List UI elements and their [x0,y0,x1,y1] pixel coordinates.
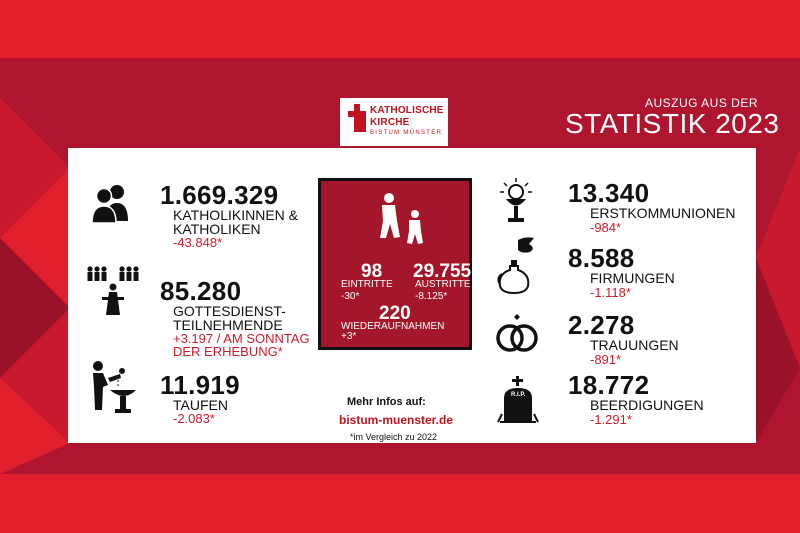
exits-change: -8.125* [415,291,448,302]
grave-icon [496,376,540,426]
header-title: STATISTIK 2023 [565,108,780,139]
confirmations-label: FIRMUNGEN [590,270,675,286]
readmissions-label: WIEDERAUFNAHMEN [341,321,445,332]
grave-inscription: R.I.P. [511,392,526,398]
funerals-number: 18.772 [568,370,650,400]
catholics-change: -43.848* [173,235,223,250]
more-info-heading: Mehr Infos auf: [347,396,426,408]
baptisms-label: TAUFEN [173,397,228,413]
exits-label: AUSTRITTE [415,279,471,290]
dove-oil-icon [496,236,538,294]
readmissions-change: +3* [341,331,357,342]
footnote: *im Vergleich zu 2022 [350,432,438,442]
attendance-label-2: TEILNEHMENDE [173,317,283,333]
top-band [0,0,800,58]
logo [340,98,448,146]
cross-icon [348,104,366,132]
entries-change: -30* [341,291,360,302]
funerals-change: -1.291* [590,412,632,427]
people-icon [90,183,134,223]
confirmations-change: -1.118* [590,285,631,300]
website-link[interactable]: bistum-muenster.de [339,413,454,427]
bottom-band [0,474,800,533]
confirmations-number: 8.588 [568,243,635,273]
weddings-number: 2.278 [568,310,635,340]
catholics-number: 1.669.329 [160,180,279,210]
catholics-label-1: KATHOLIKINNEN & [173,207,298,223]
entries-label: EINTRITTE [341,279,393,290]
baptism-icon [88,360,138,415]
rings-icon [494,312,540,356]
communions-label: ERSTKOMMUNIONEN [590,205,736,221]
attendance-change-2: DER ERHEBUNG* [173,344,283,359]
weddings-label: TRAUUNGEN [590,337,679,353]
communions-change: -984* [590,220,622,235]
logo-line-2: KIRCHE [370,117,410,128]
entries-number: 98 [361,261,383,282]
logo-line-3: BISTUM MÜNSTER [370,130,443,136]
exits-number: 29.755 [413,261,472,282]
header-subtitle: AUSZUG AUS DER [645,96,759,110]
funerals-label: BEERDIGUNGEN [590,397,704,413]
baptisms-number: 11.919 [160,370,240,400]
communions-number: 13.340 [568,178,650,208]
readmissions-number: 220 [379,303,411,324]
baptisms-change: -2.083* [173,411,215,426]
walking-people-icon [371,193,431,247]
attendance-label-1: GOTTESDIENST- [173,303,286,319]
attendance-change-1: +3.197 / AM SONNTAG [173,331,310,346]
congregation-icon [84,265,142,317]
weddings-change: -891* [590,352,622,367]
catholics-label-2: KATHOLIKEN [173,221,261,237]
attendance-number: 85.280 [160,276,242,306]
chalice-icon [496,178,536,226]
logo-line-1: KATHOLISCHE [370,105,444,116]
membership-box [318,178,472,350]
